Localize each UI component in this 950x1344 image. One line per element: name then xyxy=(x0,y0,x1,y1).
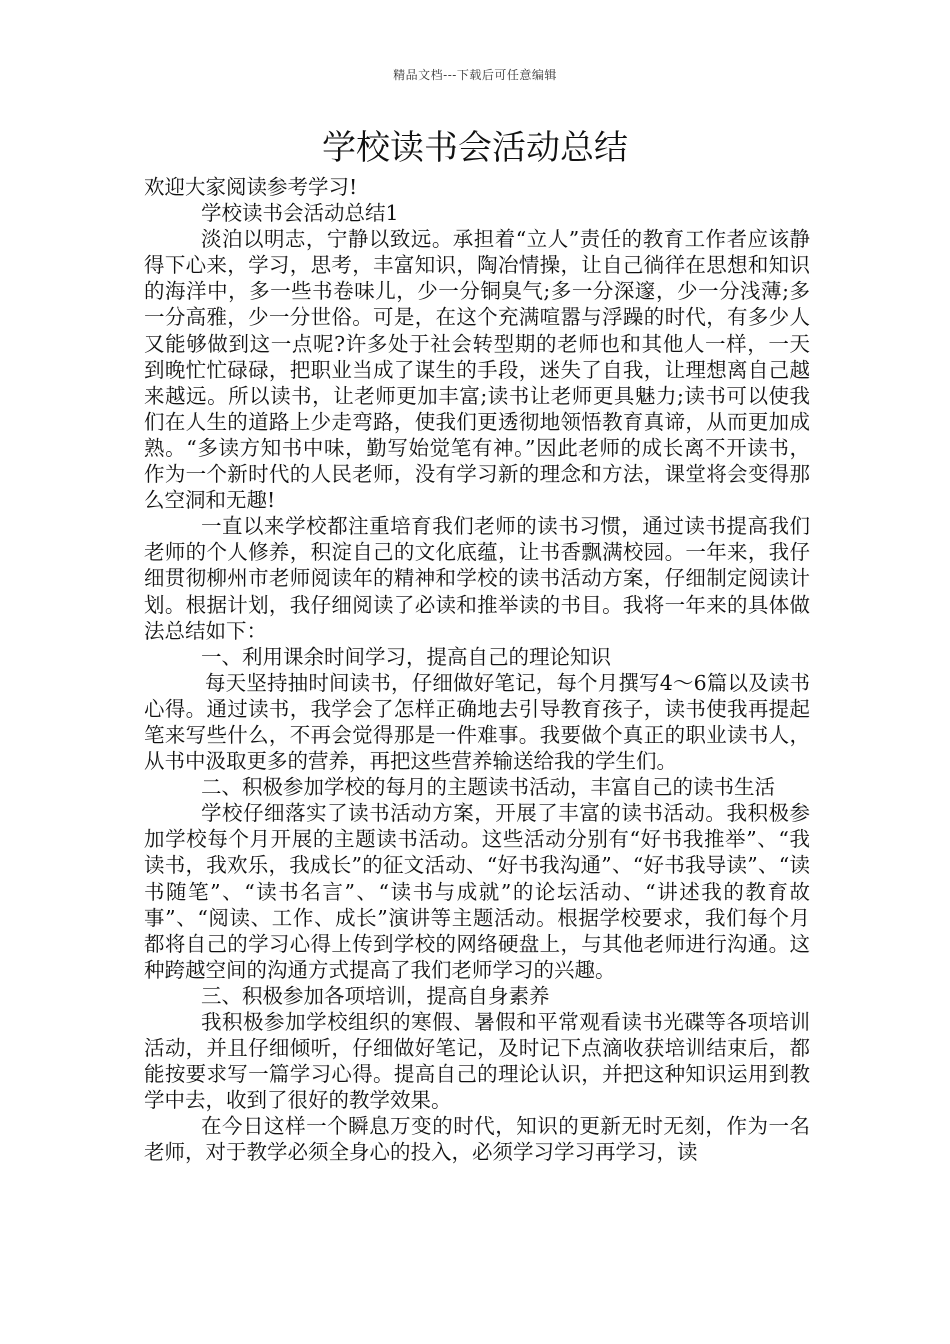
paragraph-subtitle: 学校读书会活动总结1 xyxy=(201,201,399,226)
header-note: 精品文档---下载后可任意编辑 xyxy=(393,68,557,82)
paragraph: 淡泊以明志，宁静以致远。承担着“立人”责任的教育工作者应该静得下心来，学习，思考，丰富知识，陶冶情操，让自己徜徉在思想和知识的海洋中，多一些书卷味儿，少一分铜臭气;多一分深邃，少一分浅薄;多一分高雅，少一分世俗。可是，在这个充满喧嚣与浮躁的时代，有多少人又能够做到这一点呢?许多处于社会转型期的老师也和其他人一样，一天到晚忙忙碌碌，把职业当成了谋生的手段，迷失了自我，让理想离自己越来越远。所以读书，让老师更加丰富;读书让老师更具魅力;读书可以使我们在人生的道路上少走弯路，使我们更透彻地领悟教育真谛，从而更加成熟。“多读方知书中味，勤写始觉笔有神。”因此老师的成长离不开读书，作为一个新时代的人民老师，没有学习新的理念和方法，课堂将会变得那么空洞和无趣! xyxy=(144,227,810,513)
paragraph: 学校仔细落实了读书活动方案，开展了丰富的读书活动。我积极参加学校每个月开展的主题读书活动。这些活动分别有“好书我推举”、“我读书，我欢乐，我成长”的征文活动、“好书我沟通”、“好书我导读”、“读书随笔”、“读书名言”、“读书与成就”的论坛活动、“讲述我的教育故事”、“阅读、工作、成长”演讲等主题活动。根据学校要求，我们每个月都将自己的学习心得上传到学校的网络硬盘上，与其他老师进行沟通。这种跨越空间的沟通方式提高了我们老师学习的兴趣。 xyxy=(144,801,810,982)
document-body xyxy=(144,174,810,1166)
section-heading-2: 二、积极参加学校的每月的主题读书活动，丰富自己的读书生活 xyxy=(201,775,775,800)
paragraph: 每天坚持抽时间读书，仔细做好笔记，每个月撰写4～6篇以及读书心得。通过读书，我学会了怎样正确地去引导教育孩子，读书使我再提起笔来写些什么，不再会觉得那是一件难事。我要做个真正的职业读书人，从书中汲取更多的营养，再把这些营养输送给我的学生们。 xyxy=(144,670,810,774)
document-title: 学校读书会活动总结 xyxy=(322,128,628,168)
paragraph: 我积极参加学校组织的寒假、暑假和平常观看读书光碟等各项培训活动，并且仔细倾听，仔细做好笔记，及时记下点滴收获培训结束后，都能按要求写一篇学习心得。提高自己的理论认识，并把这种知识运用到教学中去，收到了很好的教学效果。 xyxy=(144,1010,810,1113)
section-heading-1: 一、利用课余时间学习，提高自己的理论知识 xyxy=(201,644,611,669)
paragraph: 在今日这样一个瞬息万变的时代，知识的更新无时无刻，作为一名老师，对于教学必须全身心的投入，必须学习学习再学习，读 xyxy=(144,1114,810,1165)
paragraph-greeting: 欢迎大家阅读参考学习! xyxy=(144,175,358,199)
section-heading-3: 三、积极参加各项培训，提高自身素养 xyxy=(201,983,550,1008)
paragraph: 一直以来学校都注重培育我们老师的读书习惯，通过读书提高我们老师的个人修养，积淀自己的文化底蕴，让书香飘满校园。一年来，我仔细贯彻柳州市老师阅读年的精神和学校的读书活动方案，仔细制定阅读计划。根据计划，我仔细阅读了必读和推举读的书目。我将一年来的具体做法总结如下： xyxy=(144,514,810,643)
